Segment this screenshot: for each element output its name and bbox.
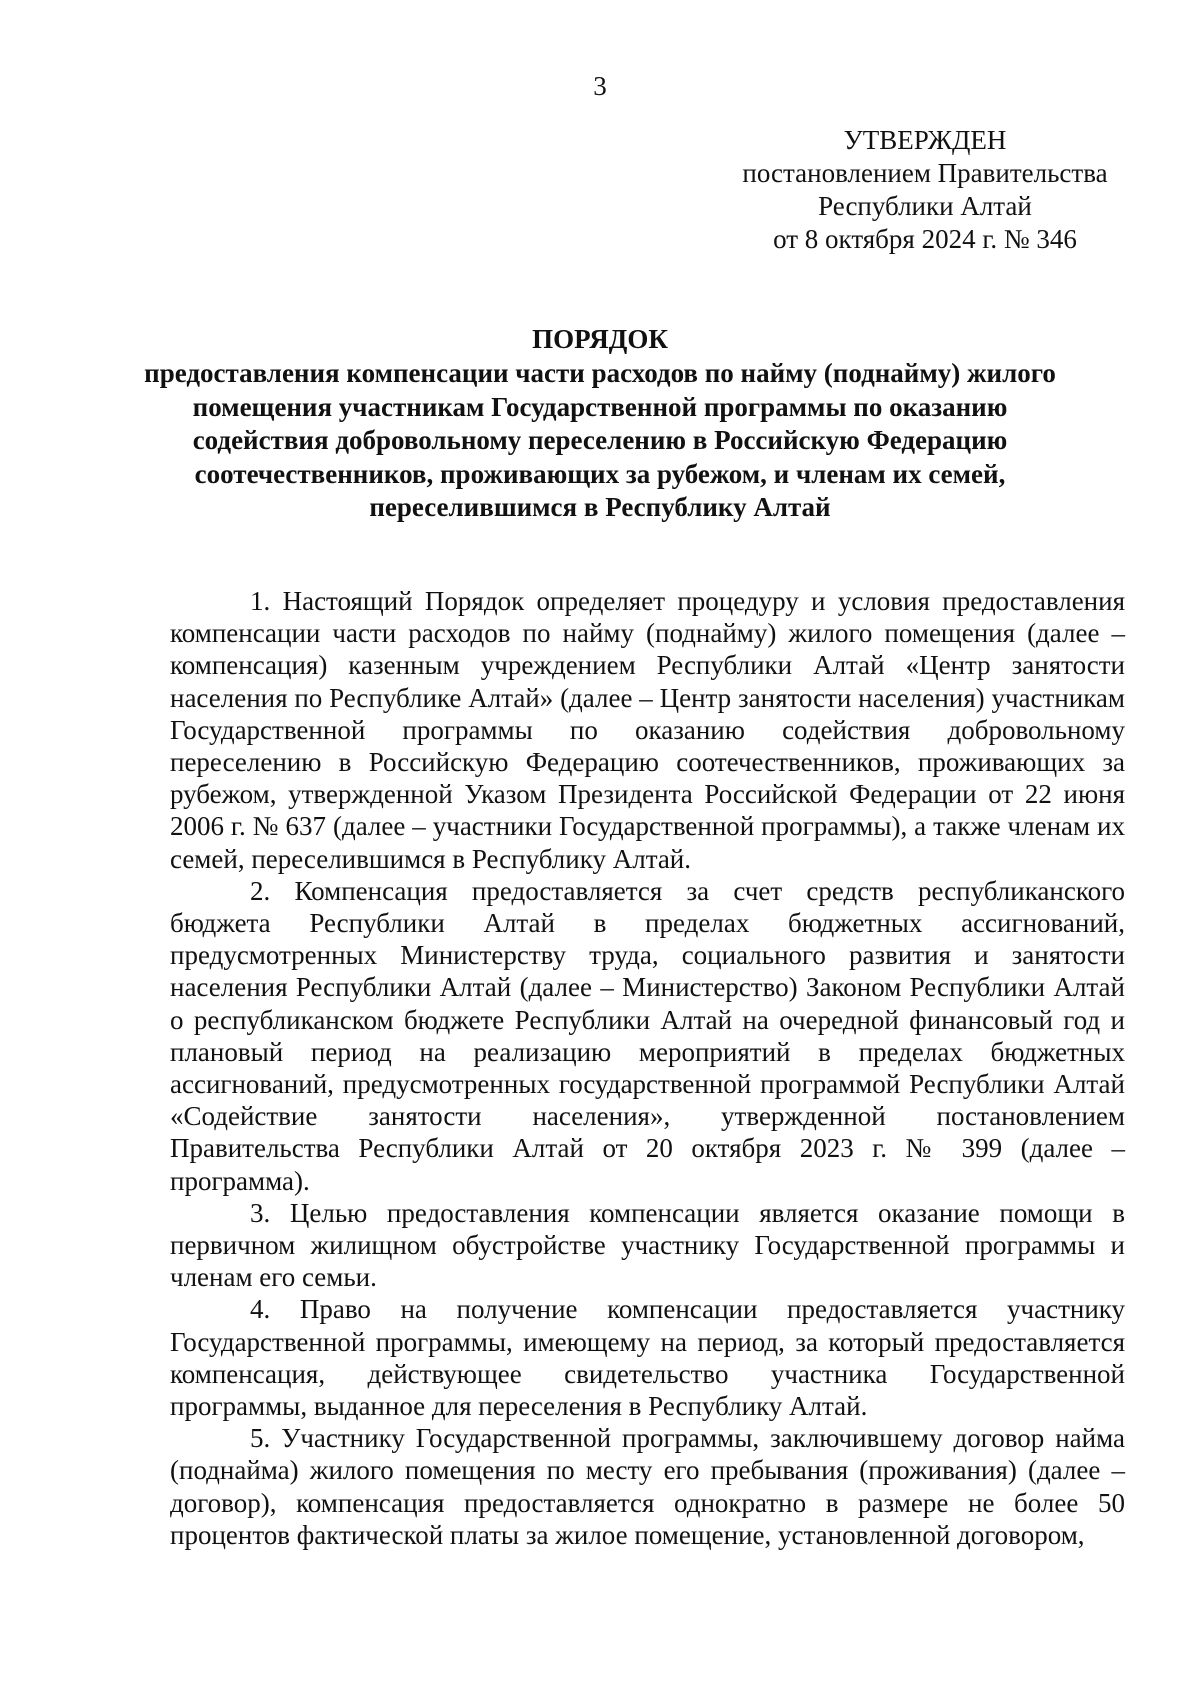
page-number: 3	[593, 71, 607, 101]
subtitle-line: содействия добровольному переселению в Российскую Федерацию	[192, 425, 1008, 455]
subtitle-line: переселившимся в Республику Алтай	[369, 492, 831, 522]
approval-issuer: постановлением Правительства	[742, 158, 1108, 188]
approval-heading: УТВЕРЖДЕН	[843, 125, 1007, 155]
paragraph-1: 1. Настоящий Порядок определяет процедуру и условия предоставления компенсации части расходов по найму (поднайму) жилого помещения (далее – компенсация) казенным учреждением Республики Алтай «Центр занятости населения по Республике Алтай» (далее – Центр занятости населения) участникам Государственной программы по оказанию содействия добровольному переселению в Российскую Федерацию соотечественников, проживающих за рубежом, утвержденной Указом Президента Российской Федерации от 22 июня 2006 г. № 637 (далее – участники Государственной программы), а также членам их семей, переселившимся в Республику Алтай.	[170, 586, 1125, 874]
document-title: ПОРЯДОК	[532, 324, 668, 354]
approval-region: Республики Алтай	[818, 191, 1032, 221]
paragraph-3: 3. Целью предоставления компенсации является оказание помощи в первичном жилищном обустройстве участнику Государственной программы и членам его семьи.	[170, 1197, 1125, 1293]
subtitle-line: помещения участникам Государственной программы по оказанию	[192, 391, 1008, 422]
document-body	[170, 585, 1125, 1551]
approval-stamp-block	[730, 124, 1120, 256]
subtitle-line: соотечественников, проживающих за рубежом, и членам их семей,	[194, 458, 1006, 489]
approval-date-number: от 8 октября 2024 г. № 346	[773, 224, 1077, 254]
paragraph-2: 2. Компенсация предоставляется за счет средств республиканского бюджета Республики Алтай в пределах бюджетных ассигнований, предусмотренных Министерству труда, социального развития и занятости населения Республики Алтай (далее – Министерство) Законом Республики Алтай о республиканском бюджете Республики Алтай на очередной финансовый год и плановый период на реализацию мероприятий в пределах бюджетных ассигнований, предусмотренных государственной программой Республики Алтай «Содействие занятости населения», утвержденной постановлением Правительства Республики Алтай от 20 октября 2023 г. № 399 (далее – программа).	[170, 875, 1125, 1196]
paragraph-4: 4. Право на получение компенсации предоставляется участнику Государственной программы, имеющему на период, за который предоставляется компенсация, действующее свидетельство участника Государственной программы, выданное для переселения в Республику Алтай.	[170, 1294, 1125, 1422]
document-subtitle	[140, 357, 1060, 525]
subtitle-line: предоставления компенсации части расходов по найму (поднайму) жилого	[144, 358, 1056, 388]
paragraph-5: 5. Участнику Государственной программы, заключившему договор найма (поднайма) жилого помещения по месту его пребывания (проживания) (далее – договор), компенсация предоставляется однократно в размере не более 50 процентов фактической платы за жилое помещение, установленной договором,	[170, 1423, 1125, 1550]
